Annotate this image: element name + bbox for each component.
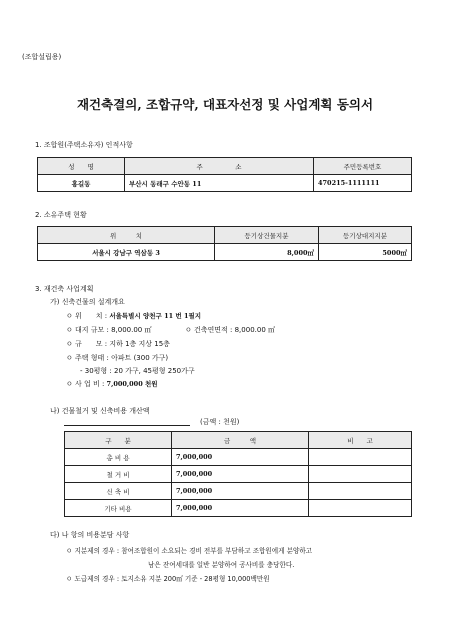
- col-resident-number-header: 주민등록번호: [314, 158, 412, 175]
- section2-heading: 2. 소유주택 현황: [35, 211, 87, 219]
- housing-table: [37, 226, 412, 261]
- site-location-value: 서울특별시 양천구 11 번 1필지: [109, 312, 202, 320]
- table-row: [65, 449, 412, 466]
- project-cost: [66, 379, 158, 389]
- col-building-share-header: 등기상건물지분: [215, 227, 319, 244]
- site-area: ㅇ 대지 규모 : 8,000.00 ㎡: [66, 326, 152, 334]
- table-row: [65, 466, 412, 483]
- blank-underline: [64, 425, 190, 426]
- section1-heading: 1. 조합원(주택소유자) 인적사항: [35, 141, 133, 149]
- site-location-label: ㅇ 위 치 :: [66, 312, 108, 320]
- building-share: 8,000㎡: [215, 244, 319, 261]
- owner-name: 홍길동: [38, 175, 125, 192]
- col-category-header: 구 분: [65, 432, 172, 449]
- amount-cell: 7,000,000: [172, 500, 309, 517]
- col-remark-header: 비 고: [309, 432, 412, 449]
- category-cell: 기타 비용: [65, 500, 172, 517]
- pyeong-breakdown: - 30평형 : 20 가구, 45평형 250가구: [80, 367, 195, 375]
- category-cell: 총 비 용: [65, 449, 172, 466]
- subsection-a-heading: 가) 신축건물의 설계개요: [50, 298, 125, 306]
- page-title: 재건축결의, 조합규약, 대표자선정 및 사업계획 동의서: [76, 97, 374, 112]
- owner-address: 부산시 동래구 수안동 11: [125, 175, 314, 192]
- col-land-share-header: 등기상대지지분: [319, 227, 412, 244]
- col-name-header: 성 명: [38, 158, 125, 175]
- owner-resident-number: 470215-1111111: [314, 175, 412, 192]
- col-location-header: 위 치: [38, 227, 215, 244]
- amount-cell: 7,000,000: [172, 483, 309, 500]
- project-cost-label: ㅇ 사 업 비 :: [66, 380, 105, 388]
- category-cell: 신 축 비: [65, 483, 172, 500]
- subsection-b-heading: 나) 건물철거 및 신축비용 개산액: [50, 407, 150, 415]
- house-location: 서울시 강남구 역삼동 3: [38, 244, 215, 261]
- equity-burden-line2: 남은 잔여세대를 일반 분양하여 공사비를 충당한다.: [148, 561, 295, 569]
- building-scale: ㅇ 규 모 : 지하 1층 지상 15층: [66, 340, 170, 348]
- housing-type: ㅇ 주택 형태 : 아파트 (300 가구): [66, 354, 169, 362]
- site-location: [66, 311, 201, 321]
- amount-cell: 7,000,000: [172, 449, 309, 466]
- unit-note: (금액 : 천원): [200, 418, 240, 426]
- table-row: [65, 500, 412, 517]
- category-cell: 철 거 비: [65, 466, 172, 483]
- amount-cell: 7,000,000: [172, 466, 309, 483]
- contract-burden: ㅇ 도급제의 경우 : 토지소유 지분 200㎡ 기준 - 28평형 10,000백만원: [66, 575, 270, 583]
- project-cost-value: 7,000,000 천원: [106, 380, 158, 388]
- remark-cell: [309, 500, 412, 517]
- remark-cell: [309, 466, 412, 483]
- remark-cell: [309, 483, 412, 500]
- page-label: (조합설립용): [22, 53, 62, 61]
- equity-burden-line1: ㅇ 지분제의 경우 : 참여조합원이 소요되는 경비 전부를 부담하고 조합원에게 분양하고: [66, 547, 313, 555]
- remark-cell: [309, 449, 412, 466]
- subsection-c-heading: 다) 나 항의 비용분담 사항: [50, 531, 130, 539]
- col-amount-header: 금 액: [172, 432, 309, 449]
- land-share: 5000㎡: [319, 244, 412, 261]
- total-floor-area: ㅇ 건축연면적 : 8,000.00 ㎡: [185, 326, 276, 334]
- col-address-header: 주 소: [125, 158, 314, 175]
- cost-estimate-table: [64, 431, 412, 517]
- table-row: [65, 483, 412, 500]
- section3-heading: 3. 재건축 사업계획: [35, 285, 94, 293]
- owner-info-table: [37, 157, 412, 192]
